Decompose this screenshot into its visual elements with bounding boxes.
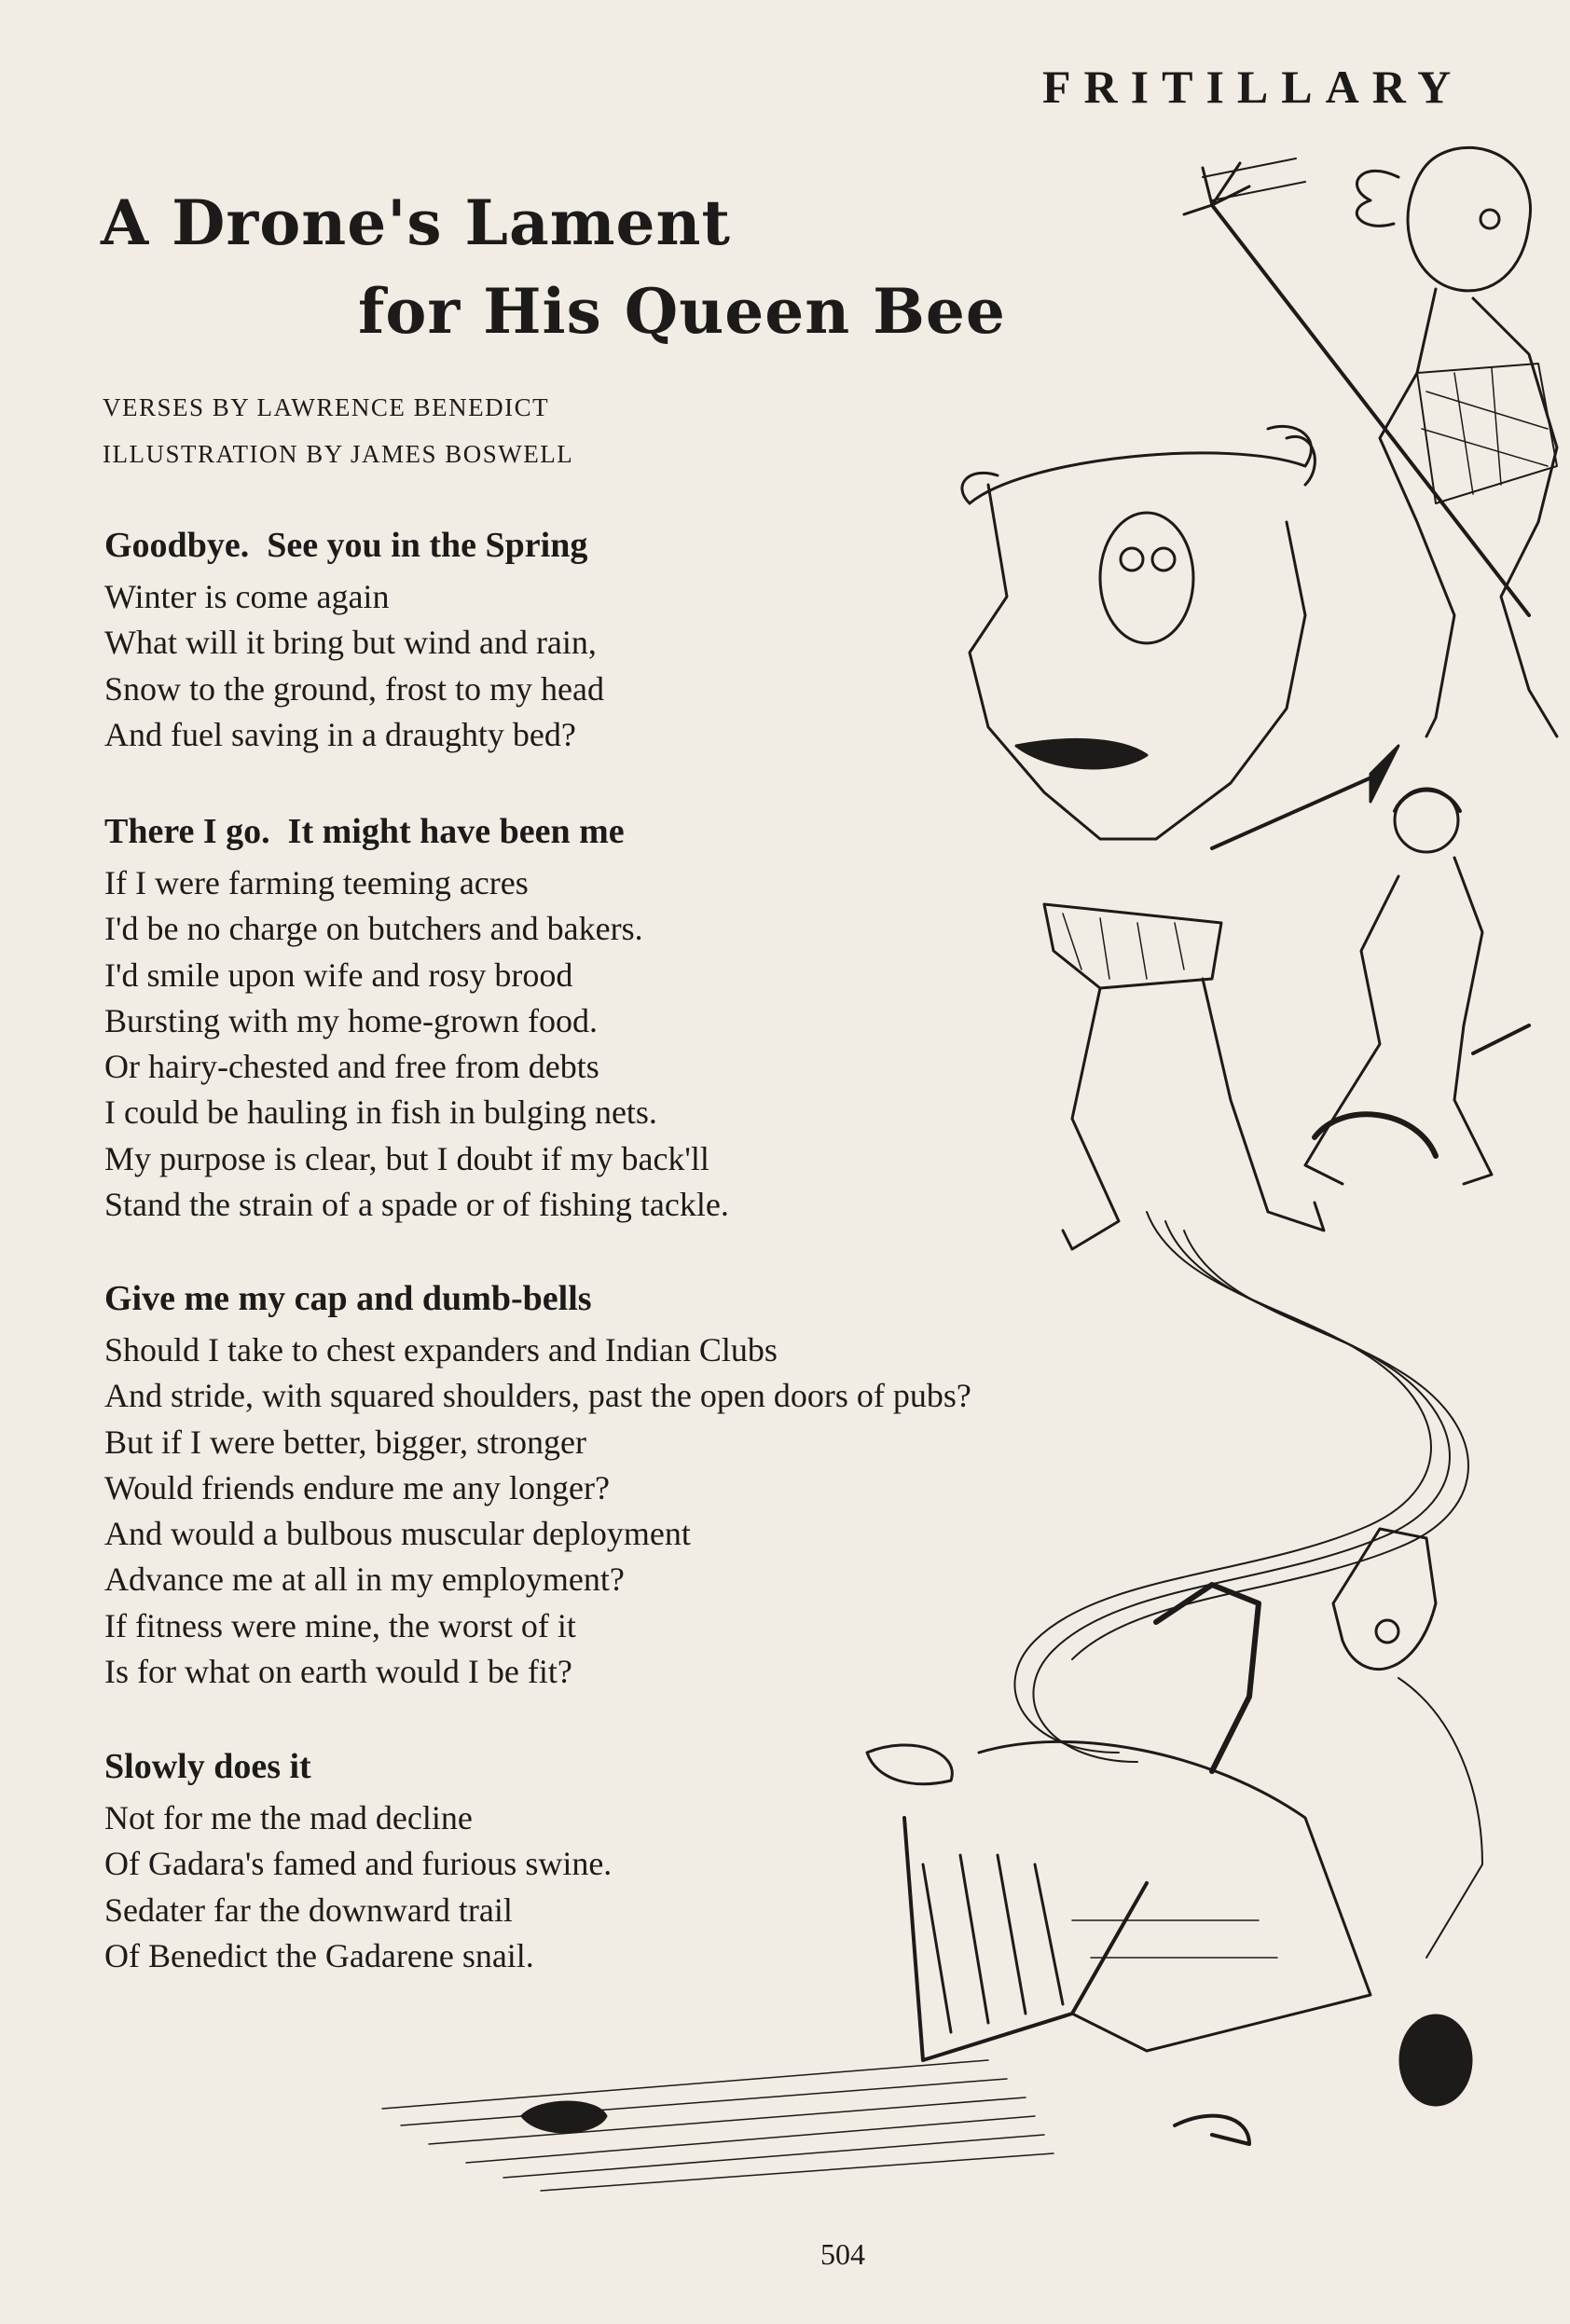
verse-line: Is for what on earth would I be fit?	[104, 1653, 572, 1691]
verse-line: Not for me the mad decline	[104, 1799, 473, 1836]
page-title-line-1: A Drone's Lament	[101, 186, 731, 259]
verse-line: My purpose is clear, but I doubt if my back'll	[104, 1139, 709, 1177]
verse-line: Bursting with my home-grown food.	[104, 1001, 598, 1039]
verse-line: Winter is come again	[104, 578, 390, 615]
verse-line: Of Gadara's famed and furious swine.	[104, 1845, 613, 1883]
running-head: FRITILLARY	[1042, 61, 1465, 113]
verse-line: Would friends endure me any longer?	[104, 1468, 610, 1506]
verse-line: And would a bulbous muscular deployment	[104, 1515, 691, 1553]
snail-trail	[382, 2060, 1054, 2191]
verse-line: Sedater far the downward trail	[104, 1891, 513, 1929]
miner-figure	[1212, 746, 1529, 1184]
strongman-figure	[962, 426, 1324, 1249]
verse-line: What will it bring but wind and rain,	[104, 624, 597, 662]
stanza-heading: Slowly does it	[104, 1747, 311, 1786]
stanza-heading: Give me my cap and dumb-bells	[104, 1279, 592, 1318]
page-number: 504	[820, 2237, 865, 2271]
verse-line: Should I take to chest expanders and Indian Clubs	[104, 1331, 778, 1368]
verse-line: Of Benedict the Gadarene snail.	[104, 1936, 534, 1974]
bed-figure	[867, 1529, 1482, 2144]
verse-line: I'd smile upon wife and rosy brood	[104, 956, 573, 994]
verse-line: And fuel saving in a draughty bed?	[104, 715, 576, 753]
verse-line: And stride, with squared shoulders, past the open doors of pubs?	[104, 1377, 971, 1415]
verse-line: If fitness were mine, the worst of it	[104, 1606, 576, 1644]
verse-line: Snow to the ground, frost to my head	[104, 669, 604, 708]
stanza-heading: Goodbye. See you in the Spring	[104, 526, 588, 565]
woman-with-pitchfork-figure	[1184, 147, 1557, 736]
verse-line: If I were farming teeming acres	[104, 864, 529, 901]
verses-credit: VERSES BY LAWRENCE BENEDICT	[103, 393, 550, 421]
page-title-line-2: for His Queen Bee	[358, 275, 1006, 348]
stanza-heading: There I go. It might have been me	[104, 812, 625, 851]
verse-line: Advance me at all in my employment?	[104, 1561, 625, 1599]
illustration-credit: ILLUSTRATION BY JAMES BOSWELL	[103, 440, 574, 468]
verse-line: I could be hauling in fish in bulging nets.	[104, 1093, 657, 1132]
verse-line: But if I were better, bigger, stronger	[104, 1423, 586, 1461]
verse-line: Or hairy-chested and free from debts	[104, 1048, 599, 1086]
verse-line: I'd be no charge on butchers and bakers.	[104, 910, 643, 948]
verse-line: Stand the strain of a spade or of fishing tackle.	[104, 1186, 729, 1224]
